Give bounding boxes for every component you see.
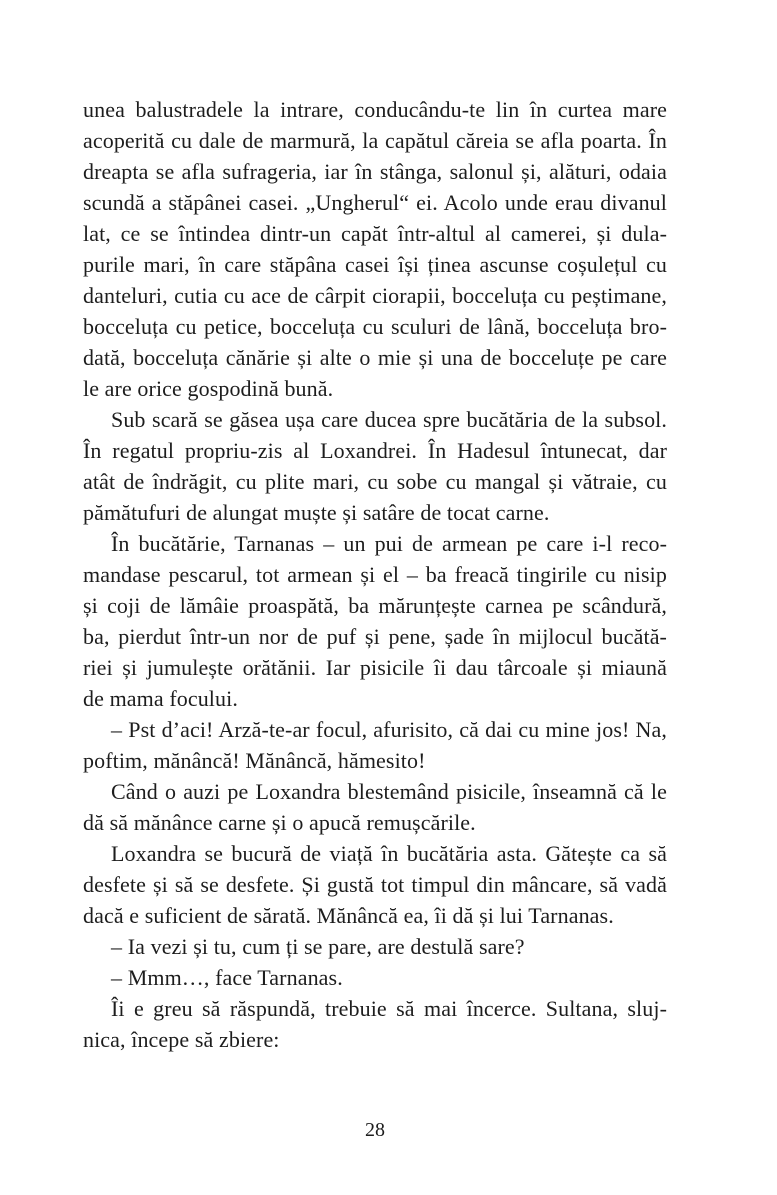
text-line: scundă a stăpânei casei. „Ungherul“ ei. Acolo unde erau divanul	[83, 190, 667, 215]
text-line: riei și jumulește orătănii. Iar pisicile îi dau târcoale și miaună	[83, 655, 667, 680]
text-line: desfete și să se desfete. Și gustă tot timpul din mâncare, să vadă	[83, 872, 667, 897]
text-line: dă să mănânce carne și o apucă remușcările.	[83, 810, 476, 835]
text-line: atât de îndrăgit, cu plite mari, cu sobe cu mangal și vătraie, cu	[83, 469, 667, 494]
text-line: În bucătărie, Tarnanas – un pui de armean pe care i-l reco-	[111, 531, 667, 556]
text-line: – Ia vezi și tu, cum ți se pare, are destulă sare?	[111, 934, 525, 959]
text-line: Sub scară se găsea ușa care ducea spre bucătăria de la subsol.	[111, 407, 667, 432]
text-line: mandase pescarul, tot armean și el – ba freacă tingirile cu nisip	[83, 562, 667, 587]
text-line: În regatul propriu-zis al Loxandrei. În Hadesul întunecat, dar	[83, 438, 667, 463]
text-line: dată, bocceluța cănărie și alte o mie și una de bocceluțe pe care	[83, 345, 667, 370]
text-line: pămătufuri de alungat muște și satâre de tocat carne.	[83, 500, 550, 525]
text-line: – Mmm…, face Tarnanas.	[111, 965, 343, 990]
body-text	[83, 94, 667, 1055]
text-line: ba, pierdut într-un nor de puf și pene, șade în mijlocul bucătă-	[83, 624, 667, 649]
text-line: nica, începe să zbiere:	[83, 1027, 280, 1052]
text-line: – Pst d’aci! Arză-te-ar focul, afurisito, că dai cu mine jos! Na,	[111, 717, 667, 742]
text-line: purile mari, în care stăpâna casei își ținea ascunse coșulețul cu	[83, 252, 667, 277]
text-line: lat, ce se întindea dintr-un capăt într-altul al camerei, și dula-	[83, 221, 667, 246]
text-line: danteluri, cutia cu ace de cârpit ciorapii, bocceluța cu peștimane,	[83, 283, 667, 308]
text-line: Loxandra se bucură de viață în bucătăria asta. Gătește ca să	[111, 841, 667, 866]
text-line: le are orice gospodină bună.	[83, 376, 334, 401]
text-line: dreapta se afla sufrageria, iar în stânga, salonul și, alături, odaia	[83, 159, 667, 184]
text-line: Când o auzi pe Loxandra blestemând pisicile, înseamnă că le	[111, 779, 667, 804]
text-line: dacă e suficient de sărată. Mănâncă ea, îi dă și lui Tarnanas.	[83, 903, 614, 928]
text-line: poftim, mănâncă! Mănâncă, hămesito!	[83, 748, 426, 773]
text-line: Îi e greu să răspundă, trebuie să mai încerce. Sultana, sluj-	[111, 996, 667, 1021]
text-line: bocceluța cu petice, bocceluța cu sculuri de lână, bocceluța bro-	[83, 314, 667, 339]
text-line: unea balustradele la intrare, conducându-te lin în curtea mare	[83, 97, 667, 122]
text-line: acoperită cu dale de marmură, la capătul căreia se afla poarta. În	[83, 128, 667, 153]
page-number: 28	[365, 1119, 385, 1141]
text-line: și coji de lămâie proaspătă, ba mărunțește carnea pe scândură,	[83, 593, 667, 618]
text-line: de mama focului.	[83, 686, 238, 711]
